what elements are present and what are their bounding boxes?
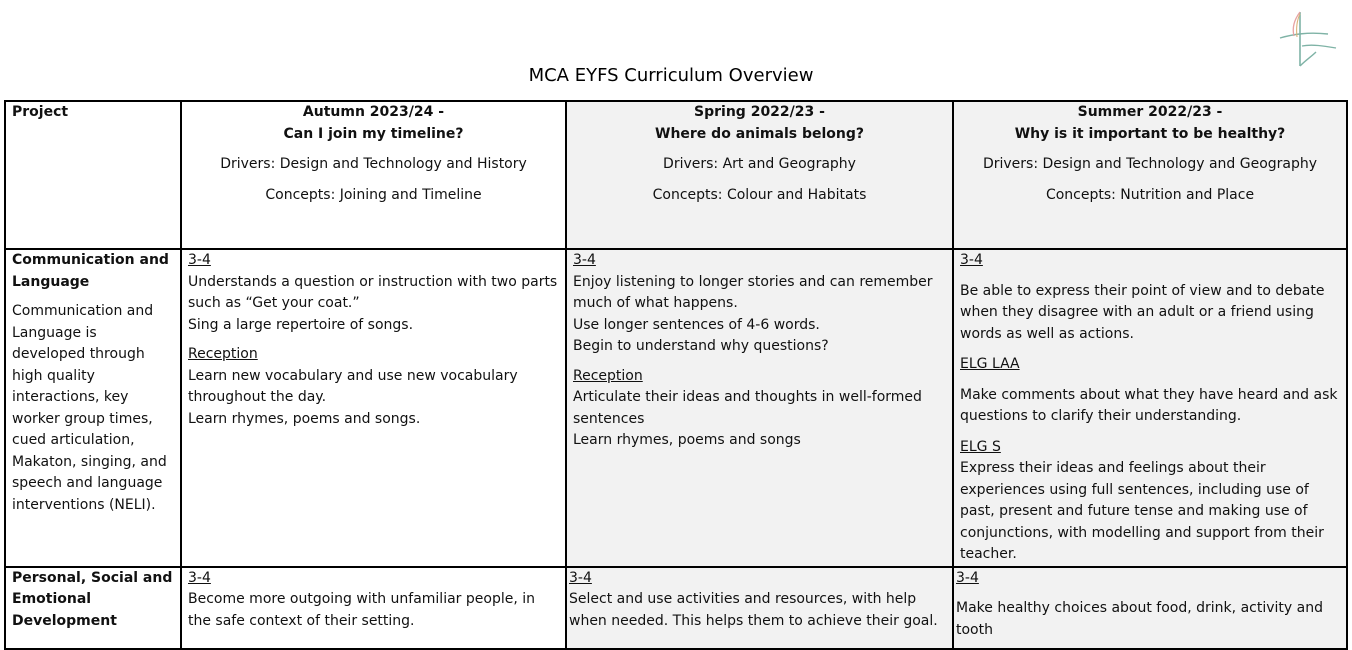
psed-label-cell	[5, 567, 181, 649]
curriculum-table	[4, 100, 1348, 650]
header-row	[5, 101, 1347, 249]
age-label: 3-4	[960, 252, 983, 268]
elg-label: ELG S	[960, 438, 1001, 455]
objective: Articulate their ideas and thoughts in well-formed sentences	[573, 389, 922, 427]
objective: Select and use activities and resources, with help when needed. This helps them to achieve their goal.	[569, 591, 938, 629]
project-header-cell	[5, 101, 181, 249]
elg-label: ELG LAA	[960, 356, 1020, 372]
reception-label: Reception	[573, 367, 643, 384]
document-title: MCA EYFS Curriculum Overview	[528, 65, 814, 86]
autumn-term: Autumn 2023/24 -	[302, 104, 445, 120]
autumn-concepts: Concepts: Joining and Timeline	[265, 186, 482, 203]
objective: Learn rhymes, poems and songs	[573, 432, 801, 448]
spring-question: Where do animals belong?	[655, 125, 864, 142]
objective: Sing a large repertoire of songs.	[188, 316, 414, 333]
communication-label-cell	[5, 249, 181, 567]
age-label: 3-4	[569, 569, 592, 586]
communication-summer-cell	[953, 249, 1347, 567]
psed-title: Personal, Social and Emotional Development	[12, 569, 173, 629]
objective: Make healthy choices about food, drink, activity and tooth	[956, 600, 1323, 638]
age-label: 3-4	[956, 569, 979, 586]
spring-concepts: Concepts: Colour and Habitats	[652, 186, 867, 203]
project-label: Project	[12, 104, 69, 120]
objective: Be able to express their point of view and to debate when they disagree with an adult or a friend using words as well as actions.	[960, 282, 1325, 342]
communication-description: Communication and Language is developed through high quality interactions, key worker group times, cued articulation, Makaton, singing, and speech and language interventions (NELI).	[12, 303, 167, 513]
summer-concepts: Concepts: Nutrition and Place	[1045, 186, 1255, 203]
objective: Make comments about what they have heard and ask questions to clarify their understanding.	[960, 386, 1338, 424]
psed-autumn-cell	[181, 567, 566, 649]
communication-title: Communication and Language	[12, 252, 169, 290]
objective: Learn new vocabulary and use new vocabulary throughout the day.	[188, 367, 518, 405]
objective: Express their ideas and feelings about their experiences using full sentences, including use of past, present and future tense and making use of conjunctions, with modelling and support from their teacher.	[960, 460, 1324, 562]
objective: Use longer sentences of 4-6 words.	[573, 316, 820, 333]
autumn-drivers: Drivers: Design and Technology and History	[220, 156, 527, 172]
autumn-question: Can I join my timeline?	[283, 125, 464, 142]
communication-row	[5, 249, 1347, 567]
objective: Learn rhymes, poems and songs.	[188, 410, 421, 427]
age-label: 3-4	[188, 252, 211, 268]
objective: Begin to understand why questions?	[573, 338, 829, 354]
communication-autumn-cell	[181, 249, 566, 567]
autumn-header-cell	[181, 101, 566, 249]
reception-label: Reception	[188, 346, 258, 362]
communication-spring-cell	[566, 249, 953, 567]
tree-logo-icon	[1278, 8, 1338, 70]
objective: Enjoy listening to longer stories and can remember much of what happens.	[573, 273, 933, 311]
summer-header-cell	[953, 101, 1347, 249]
spring-term: Spring 2022/23 -	[694, 104, 825, 120]
spring-drivers: Drivers: Art and Geography	[663, 156, 856, 172]
age-label: 3-4	[573, 252, 596, 268]
summer-question: Why is it important to be healthy?	[1014, 125, 1286, 142]
spring-header-cell	[566, 101, 953, 249]
objective: Understands a question or instruction with two parts such as “Get your coat.”	[188, 273, 558, 311]
summer-drivers: Drivers: Design and Technology and Geography	[982, 156, 1318, 172]
summer-term: Summer 2022/23 -	[1077, 104, 1223, 120]
psed-summer-cell	[953, 567, 1347, 649]
psed-row	[5, 567, 1347, 649]
psed-spring-cell	[566, 567, 953, 649]
objective: Become more outgoing with unfamiliar people, in the safe context of their setting.	[188, 591, 535, 629]
age-label: 3-4	[188, 569, 211, 586]
